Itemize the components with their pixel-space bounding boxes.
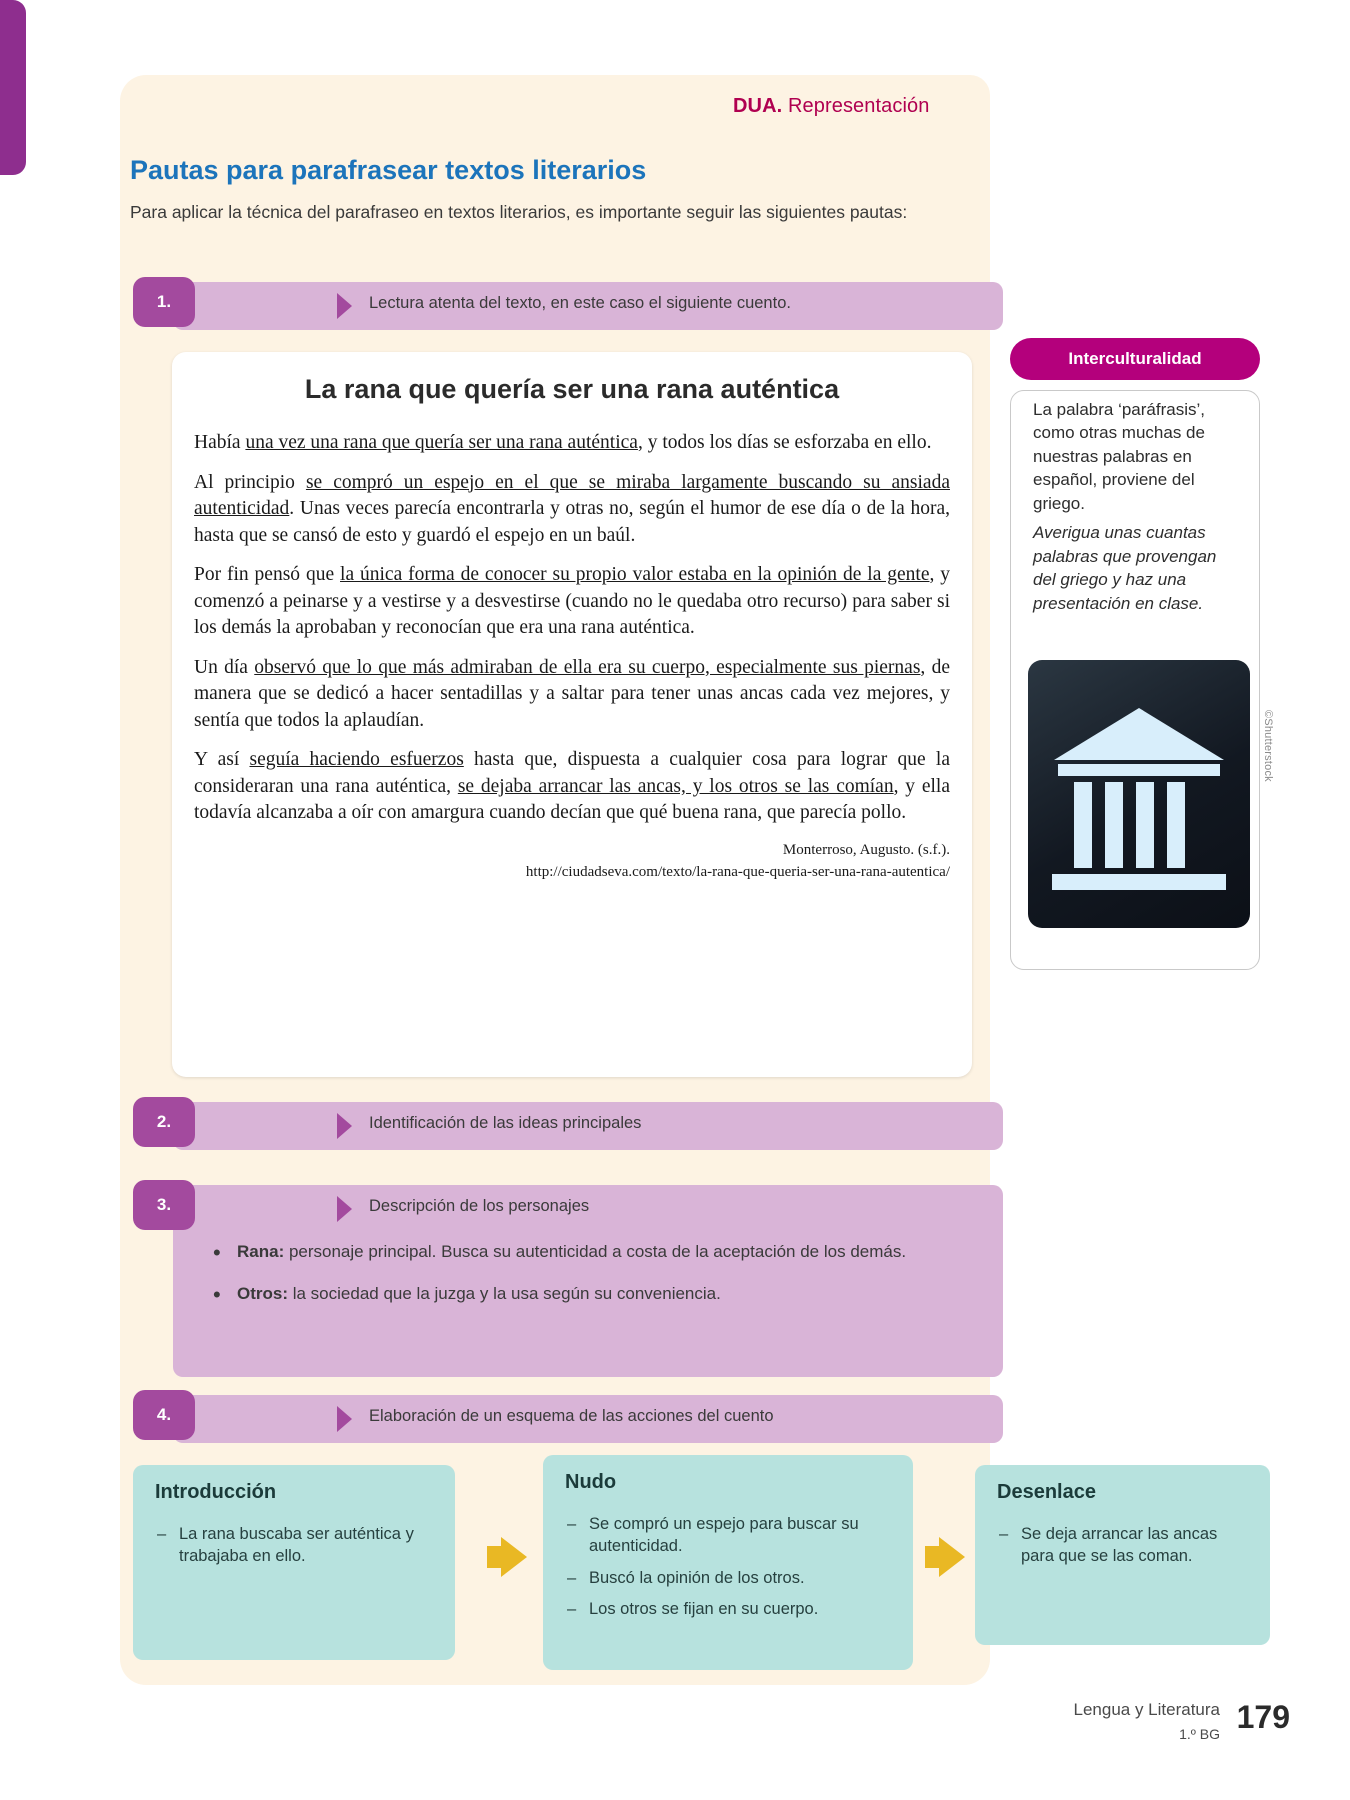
story-card: [172, 352, 972, 1077]
story-paragraph-5: [194, 747, 950, 827]
schema-heading: Nudo: [565, 1471, 617, 1493]
page-title: Pautas para parafrasear textos literarios: [130, 155, 647, 185]
step-4: [133, 1390, 973, 1445]
schema-items: [997, 1523, 1254, 1577]
step-1: [133, 277, 973, 332]
story-paragraph-4: [194, 655, 950, 735]
step-4-label: Elaboración de un esquema de las acciones del cuento: [369, 1407, 774, 1425]
page-number: 179: [1236, 1699, 1290, 1735]
schema-heading: Introducción: [155, 1481, 277, 1503]
p2-a: Al principio: [194, 471, 306, 493]
p2-underlined: se compró un espejo en el que se miraba largamente buscando su ansiada autenticidad: [194, 471, 950, 520]
step-4-number: 4.: [133, 1390, 195, 1440]
step-1-number: 1.: [133, 277, 195, 327]
footer-title: Lengua y Literatura: [1073, 1700, 1220, 1719]
story-paragraph-2: [194, 470, 950, 550]
p4-a: Un día: [194, 656, 255, 678]
p5-underlined-1: seguía haciendo esfuerzos: [249, 749, 464, 771]
arrow-connector-2-tail: [925, 1546, 939, 1568]
step-4-arrow-icon: [337, 1406, 352, 1432]
schema-item: – La rana buscaba ser auténtica y trabajaba en ello.: [155, 1523, 439, 1568]
p5-c: , y ella todavía alcanzaba a oír con amargura cuando decían que qué buena rana, que parecía pollo.: [194, 775, 950, 824]
schema-box-desenlace: [975, 1465, 1270, 1645]
p2-b: . Unas veces parecía encontrarla y otras no, según el humor de ese día o de la hora, hasta que se cansó de esto y guardó el espejo en un baúl.: [194, 498, 950, 546]
p4-underlined: observó que lo que más admiraban de ella era su cuerpo, especialmente sus piernas: [254, 656, 921, 678]
story-title: La rana que quería ser una rana auténtica: [304, 374, 840, 404]
temple-illustration: [1028, 660, 1250, 928]
arrow-connector-1-tail: [487, 1546, 501, 1568]
intro-paragraph: Para aplicar la técnica del parafraseo en textos literarios, es importante seguir las siguientes pautas:: [130, 202, 908, 222]
p3-b: , y comenzó a peinarse y a vestirse y a desvestirse (cuando no le quedaba otro recurso) para saber si los demás la aprobaban y reconocían que era una rana auténtica.: [194, 564, 951, 639]
schema-heading: Desenlace: [997, 1481, 1096, 1503]
step-3-label: Descripción de los personajes: [369, 1197, 590, 1215]
schema-item: – Buscó la opinión de los otros.: [565, 1567, 897, 1589]
schema-box-introduccion: [133, 1465, 455, 1660]
step-2-arrow-icon: [337, 1113, 352, 1139]
story-source-line-2: http://ciudadseva.com/texto/la-rana-que-queria-ser-una-rana-autentica/: [525, 863, 950, 880]
p5-a: Y así: [194, 749, 250, 771]
interculturalidad-paragraph: La palabra ‘paráfrasis’, como otras muchas de nuestras palabras en español, proviene del griego.: [1033, 400, 1205, 513]
schema-items: [565, 1513, 897, 1629]
p5-underlined-2: se dejaba arrancar las ancas, y los otros se las comían: [457, 775, 894, 797]
greek-temple-icon: [1028, 660, 1250, 928]
step-2-number: 2.: [133, 1097, 195, 1147]
schema-item: – Los otros se fijan en su cuerpo.: [565, 1598, 897, 1620]
step-1-label: Lectura atenta del texto, en este caso el siguiente cuento.: [369, 294, 791, 312]
step-2-label: Identificación de las ideas principales: [369, 1114, 642, 1132]
image-credit: ©Shutterstock: [1262, 710, 1274, 782]
p3-a: Por fin pensó que: [194, 564, 341, 586]
p1-b: , y todos los días se esforzaba en ello.: [637, 432, 932, 453]
footer-subtitle: 1.º BG: [1179, 1726, 1220, 1742]
dua-label-sub: Representación: [787, 95, 930, 117]
schema-item: – Se deja arrancar las ancas para que se las coman.: [997, 1523, 1254, 1568]
step-3-arrow-icon: [337, 1196, 352, 1222]
step-3: [133, 1180, 973, 1380]
list-item: [203, 1282, 943, 1306]
list-item: [203, 1240, 943, 1264]
step-1-arrow-icon: [337, 293, 352, 319]
p1-underlined: una vez una rana que quería ser una rana auténtica: [245, 432, 638, 453]
character-name: Otros:: [237, 1283, 288, 1303]
left-purple-accent-bar: [0, 0, 26, 175]
schema-item: – Se compró un espejo para buscar su autenticidad.: [565, 1513, 897, 1558]
interculturalidad-italic: Averigua unas cuantas palabras que provengan del griego y haz una presentación en clase.: [1033, 523, 1217, 613]
character-desc: la sociedad que la juzga y la usa según su conveniencia.: [288, 1283, 721, 1303]
arrow-connector-1-icon: [501, 1537, 527, 1577]
arrow-connector-2-icon: [939, 1537, 965, 1577]
p1-a: Había: [194, 432, 246, 453]
p4-b: , de manera que se dedicó a hacer sentadillas y a saltar para tener unas ancas cada vez mejores, y sentía que todos la aplaudían.: [194, 656, 951, 731]
step-3-number: 3.: [133, 1180, 195, 1230]
step-2: [133, 1097, 973, 1152]
dua-label-bold: DUA.: [733, 95, 783, 117]
character-desc: personaje principal. Busca su autenticidad a costa de la aceptación de los demás.: [284, 1242, 907, 1261]
character-name: Rana:: [237, 1242, 285, 1261]
character-list: [203, 1240, 943, 1316]
interculturalidad-text: [1033, 398, 1243, 615]
story-body: [194, 430, 950, 882]
p3-underlined: la única forma de conocer su propio valor estaba en la opinión de la gente: [340, 564, 930, 586]
story-paragraph-1: [194, 430, 950, 457]
schema-items: [155, 1523, 439, 1577]
story-source-line-1: Monterroso, Augusto. (s.f.).: [782, 841, 950, 858]
schema-box-nudo: [543, 1455, 913, 1670]
dua-label: [733, 95, 993, 118]
interculturalidad-tab: Interculturalidad: [1010, 338, 1260, 380]
p5-b: hasta que, dispuesta a cualquier cosa para lograr que la consideraran una rana auténtica,: [194, 749, 950, 797]
story-paragraph-3: [194, 562, 950, 642]
